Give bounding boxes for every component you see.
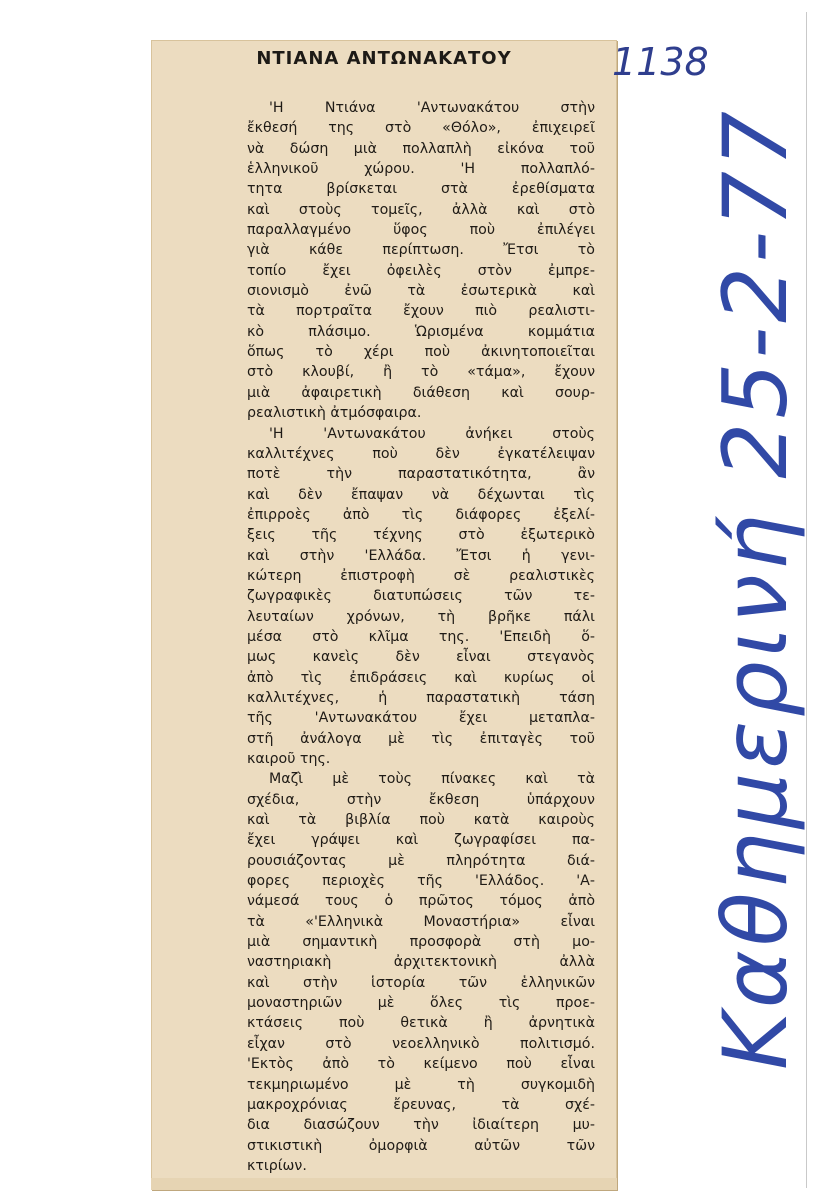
article-line: ξεις τῆς τέχνης στὸ ἐξωτερικὸ	[247, 527, 595, 544]
article-line: ἐπιρροὲς ἀπὸ τὶς διάφορες ἐξελί-	[247, 506, 595, 523]
clipping-torn-edge	[151, 1178, 617, 1190]
article-line: ρεαλιστικὴ ἀτμόσφαιρα.	[247, 405, 422, 422]
article-line: μοναστηριῶν μὲ ὅλες τὶς προε-	[247, 995, 595, 1012]
article-line: στὸ κλουβί, ἢ τὸ «τάμα», ἔχουν	[247, 364, 595, 381]
article-line: ρουσιάζοντας μὲ πληρότητα διά-	[247, 852, 595, 869]
article-line: εἶχαν στὸ νεοελληνικὸ πολιτισμό.	[247, 1035, 595, 1052]
source-date-handwritten	[700, 107, 810, 1070]
article-line: καιροῦ της.	[247, 751, 331, 767]
article-line: ποτὲ τὴν παραστατικότητα, ἂν	[247, 466, 595, 483]
article-line: ἔκθεσή της στὸ «Θόλο», ἐπιχειρεῖ	[247, 120, 595, 137]
article-body	[247, 98, 595, 1176]
article-line: ζωγραφικὲς διατυπώσεις τῶν τε-	[247, 588, 595, 605]
article-line: δια διασώζουν τὴν ἰδιαίτερη μυ-	[247, 1117, 595, 1134]
article-title: ΝΤΙΑΝΑ ΑΝΤΩΝΑΚΑΤΟΥ	[256, 48, 512, 69]
article-line: καλλιτέχνες ποὺ δὲν ἐγκατέλειψαν	[247, 445, 595, 462]
article-line: ὅπως τὸ χέρι ποὺ ἀκινητοποιεῖται	[247, 344, 595, 361]
article-line: καὶ δὲν ἔπαψαν νὰ δέχωνται τὶς	[247, 486, 595, 503]
article-line: τοπίο ἔχει ὀφειλὲς στὸν ἐμπρε-	[247, 262, 595, 279]
article-line: τὰ πορτραῖτα ἔχουν πιὸ ρεαλιστι-	[247, 303, 595, 320]
article-line: καὶ στὴν ἱστορία τῶν ἑλληνικῶν	[247, 974, 595, 991]
article-line: μιὰ σημαντικὴ προσφορὰ στὴ μο-	[247, 934, 595, 951]
article-line: κώτερη ἐπιστροφὴ σὲ ρεαλιστικὲς	[247, 567, 595, 584]
article-line: μως κανεὶς δὲν εἶναι στεγανὸς	[247, 649, 595, 666]
article-line: καὶ στοὺς τομεῖς, ἀλλὰ καὶ στὸ	[247, 201, 595, 218]
article-line: στικιστικὴ ὀμορφιὰ αὐτῶν τῶν	[247, 1137, 595, 1154]
article-line: κτάσεις ποὺ θετικὰ ἢ ἀρνητικὰ	[247, 1015, 595, 1032]
article-line: τητα βρίσκεται στὰ ἐρεθίσματα	[247, 181, 595, 198]
article-line: φορες περιοχὲς τῆς 'Ελλάδος. 'Α-	[247, 873, 595, 890]
article-line: ναστηριακὴ ἀρχιτεκτονικὴ ἀλλὰ	[247, 954, 595, 971]
article-line: 'Η Ντιάνα 'Αντωνακάτου στὴν	[269, 100, 595, 116]
article-line: σιονισμὸ ἐνῶ τὰ ἐσωτερικὰ καὶ	[247, 283, 595, 300]
article-line: λευταίων χρόνων, τὴ βρῆκε πάλι	[247, 608, 595, 625]
article-line: μέσα στὸ κλῖμα της. 'Επειδὴ ὅ-	[247, 628, 595, 645]
article-line: σχέδια, στὴν ἔκθεση ὑπάρχουν	[247, 791, 595, 808]
newspaper-clipping	[151, 40, 617, 1190]
article-line: κτιρίων.	[247, 1157, 307, 1174]
article-line: ἑλληνικοῦ χώρου. 'Η πολλαπλό-	[247, 161, 595, 178]
article-line: παραλλαγμένο ὕφος ποὺ ἐπιλέγει	[247, 222, 595, 239]
article-line: καὶ στὴν 'Ελλάδα. Ἔτσι ἡ γενι-	[247, 547, 595, 564]
source-date-text: Καθημερινή 25-2-77	[703, 107, 807, 1070]
article-line: νὰ δώση μιὰ πολλαπλὴ εἰκόνα τοῦ	[247, 140, 595, 157]
article-line: κὸ πλάσιμο. Ὡρισμένα κομμάτια	[247, 323, 595, 340]
article-line: γιὰ κάθε περίπτωση. Ἔτσι τὸ	[247, 242, 595, 259]
archive-number-text: 1138	[612, 40, 709, 84]
article-line: τὰ «'Ελληνικὰ Μοναστήρια» εἶναι	[247, 913, 595, 930]
article-line: μιὰ ἀφαιρετικὴ διάθεση καὶ σουρ-	[247, 384, 595, 401]
article-line: στῆ ἀνάλογα μὲ τὶς ἐπιταγὲς τοῦ	[247, 730, 595, 747]
article-line: Μαζὶ μὲ τοὺς πίνακες καὶ τὰ	[269, 771, 595, 788]
article-line: καὶ τὰ βιβλία ποὺ κατὰ καιροὺς	[247, 812, 595, 829]
article-line: ἀπὸ τὶς ἐπιδράσεις καὶ κυρίως οἱ	[247, 669, 595, 686]
article-line: 'Η 'Αντωνακάτου ἀνήκει στοὺς	[269, 425, 595, 442]
article-line: μακροχρόνιας ἔρευνας, τὰ σχέ-	[247, 1096, 595, 1113]
article-line: 'Εκτὸς ἀπὸ τὸ κείμενο ποὺ εἶναι	[247, 1056, 595, 1073]
article-line: τεκμηριωμένο μὲ τὴ συγκομιδὴ	[247, 1076, 595, 1093]
article-line: καλλιτέχνες, ἡ παραστατικὴ τάση	[247, 689, 595, 706]
article-line: ἔχει γράψει καὶ ζωγραφίσει πα-	[247, 832, 595, 849]
archive-number-handwritten	[612, 34, 709, 90]
article-line: τῆς 'Αντωνακάτου ἔχει μεταπλα-	[247, 710, 595, 727]
article-line: νάμεσά τους ὁ πρῶτος τόμος ἀπὸ	[247, 893, 595, 910]
